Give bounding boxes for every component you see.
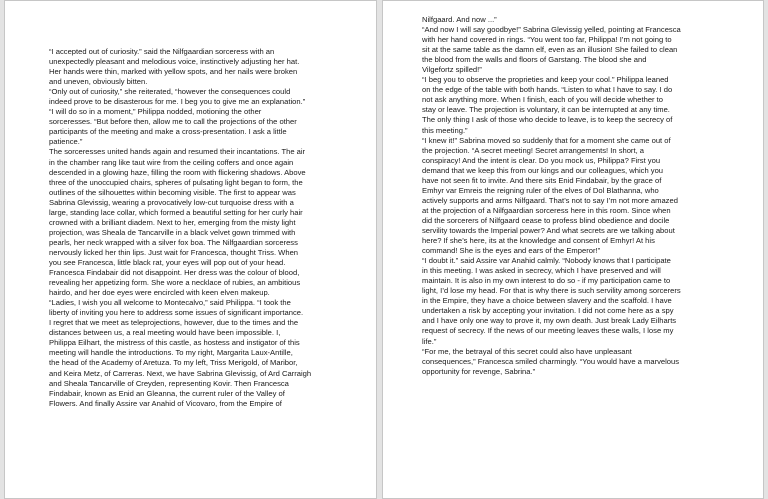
text-line: opportunity for revenge, Sabrina.” [422, 366, 536, 376]
text-line: crowned with a brilliant diadem. Next to her, emerging from the misty light [49, 217, 296, 227]
text-line: Nilfgaard. And now ...” [422, 15, 497, 24]
text-line: with her hand covered in rings. “You went too far, Philippa! I’m not going to [422, 35, 672, 45]
text-line: conspiracy! And the intent is clear. Do you mock us, Philippa? First you [422, 155, 661, 165]
text-line: “I will do so in a moment,” Philippa nodded, motioning the other [49, 107, 262, 117]
text-line: and Keira Metz, of Carreras. Next, we have Sabrina Glevissig, of Ard Carraigh [49, 368, 312, 378]
text-line: the head of the Academy of Aretuza. To my left, Triss Merigold, of Maribor, [49, 358, 298, 368]
text-line: the projection. “A secret meeting! Secret arrangements! In short, a [422, 145, 645, 155]
text-line: participants of the meeting and make a cross-presentation. I ask a little [49, 127, 287, 137]
text-line: I regret that we meet as teleprojections, however, due to the times and the [49, 318, 299, 328]
text-line: “I doubt it.” said Assire var Anahid calmly. “Nobody knows that I participate [422, 256, 671, 266]
text-line: “For me, the betrayal of this secret could also have unpleasant [422, 346, 632, 356]
text-line: Sabrina Glevissig, wearing a provocatively low-cut turquoise dress with a [49, 197, 294, 207]
text-line: meeting will handle the introductions. To my right, Margarita Laux-Antille, [49, 348, 293, 358]
text-line: “Ladies, I wish you all welcome to Montecalvo,” said Philippa. “I took the [49, 298, 291, 308]
text-line: “I accepted out of curiosity.” said the Nilfgaardian sorceress with an [49, 47, 275, 56]
text-line: light, I’d lose my head. For that is why there is such servility among sorcerers [422, 286, 681, 296]
text-line: did the sorcerers of Nilfgaard cease to profess blind obedience and docile [422, 215, 670, 225]
text-line: in the chamber rang like taut wire from the ceiling coffers and once again [49, 157, 294, 167]
text-line: servility towards the Imperial power? And what secrets are we talking about [422, 225, 675, 235]
text-line: Philippa Eilhart, the mistress of this castle, as hostess and instigator of this [49, 338, 300, 348]
text-line: large, standing lace collar, which formed a beautiful setting for her curly hair [49, 207, 303, 217]
text-line: stay or leave. The projection is voluntary, it can be interrupted at any time. [422, 105, 670, 115]
text-line: Francesca Findabair did not disappoint. Her dress was the colour of blood, [49, 268, 300, 278]
text-line: Findabair, known as Enid an Gleanna, the current ruler of the Valley of [49, 388, 285, 398]
text-line: outlines of the silhouettes within becoming visible. The first to appear was [49, 187, 296, 197]
text-line: nervously licked her thin lips. Just wait for Francesca, thought Triss. When [49, 247, 299, 257]
text-line: “I knew it!” Sabrina moved so suddenly that for a moment she came out of [422, 135, 671, 145]
text-line: revealing her appetizing form. She wore a necklace of rubies, an ambitious [49, 278, 301, 288]
text-line: hairdo, and her doe eyes were encircled with keen elven makeup. [49, 288, 270, 298]
text-line: maintain. It is also in my own interest to do so - if my participation came to [422, 276, 671, 286]
text-line: demand that we keep this from our kings and our colleagues, which you [422, 165, 664, 175]
right-page-text [422, 15, 681, 377]
text-line: liberty of inviting you here to address some issues of significant importance. [49, 308, 304, 318]
text-line: “I beg you to observe the proprieties and keep your cool.” Philippa leaned [422, 75, 669, 85]
text-line: “Only out of curiosity,” she reiterated, “however the consequences could [49, 87, 291, 97]
text-line: sit at the same table as the damn elf, even as an illusion! She failed to clean [422, 45, 678, 55]
text-line: Emhyr var Emreis the reigning ruler of the elves of Dol Blathanna, who [422, 185, 659, 195]
text-line: consequences,” Francesca smiled charmingly. “You would have a marvelous [422, 356, 680, 366]
text-line: Vilgefortz spilled!” [422, 65, 482, 75]
text-line: in this meeting. I was asked in secrecy, which I have preserved and will [422, 266, 661, 276]
text-line: undertaken a risk by accepting your invitation. I did not come here as a spy [422, 306, 674, 316]
text-line: this meeting.” [422, 125, 468, 135]
text-line: distances between us, a real meeting would have been impossible. I, [49, 328, 281, 338]
text-line: The only thing I ask of those who decide to leave, is to keep the secrecy of [422, 115, 673, 125]
text-line: pearls, her neck wrapped with a silver fox boa. The Nilfgaardian sorceress [49, 237, 298, 247]
text-line: unexpectedly pleasant and melodious voice, instinctively adjusting her hat. [49, 57, 300, 67]
text-line: sorceresses. “But before then, allow me to call the projections of the other [49, 117, 297, 127]
text-line: indeed prove to be disasterous for me. I beg you to give me an explanation.” [49, 97, 306, 107]
text-line: and uneven, obviously bitten. [49, 77, 148, 87]
text-line: not ask anything more. When I finish, each of you will decide whether to [422, 95, 664, 105]
text-line: command! She is the eyes and ears of the Emperor!” [422, 246, 601, 256]
text-line: in the Empire, they have a choice between slavery and the scaffold. I have [422, 296, 672, 306]
text-line: Her hands were thin, marked with yellow spots, and her nails were broken [49, 67, 298, 77]
left-page-text [49, 47, 311, 409]
text-line: and I have only one way to prove it, my own death. Just break Lady Eilharts [422, 316, 677, 326]
text-line: “And now I will say goodbye!” Sabrina Glevissig yelled, pointing at Francesca [422, 25, 681, 35]
text-line: at the projection of a Nilfgaardian sorceress here in this room. Since when [422, 205, 671, 215]
text-line: life.” [422, 336, 437, 346]
text-line: on the edge of the table with both hands. “Listen to what I have to say. I do [422, 85, 673, 95]
text-line: and Sheala Tancarville of Creyden, representing Kovir. Then Francesca [49, 378, 289, 388]
right-page [382, 0, 764, 499]
text-line: projection, was Sheala de Tancarville in a black velvet gown trimmed with [49, 227, 296, 237]
text-line: The sorceresses united hands again and resumed their incantations. The air [49, 147, 306, 157]
text-line: the blood from the walls and floors of Garstang. The blood she and [422, 55, 647, 65]
left-page [4, 0, 377, 499]
text-line: patience.” [49, 137, 83, 147]
text-line: request of secrecy. If the news of our meeting leaves these walls, I lose my [422, 326, 674, 336]
text-line: Flowers. And finally Assire var Anahid of Vicovaro, from the Empire of [49, 398, 282, 408]
text-line: here? If she’s here, its at the knowledge and consent of Emhyr! At his [422, 236, 655, 246]
text-line: three of the unoccupied chairs, spheres of pulsating light began to form, the [49, 177, 303, 187]
text-line: actively supports and arms Nilfgaard. That’s not to say I’m not more amazed [422, 195, 678, 205]
text-line: you see Francesca, little black rat, your eyes will pop out of your head. [49, 257, 286, 267]
text-line: have not seen fit to invite. And there sits Enid Findabair, by the grace of [422, 175, 662, 185]
text-line: descended in a glowing haze, filling the room with flickering shadows. Above [49, 167, 306, 177]
